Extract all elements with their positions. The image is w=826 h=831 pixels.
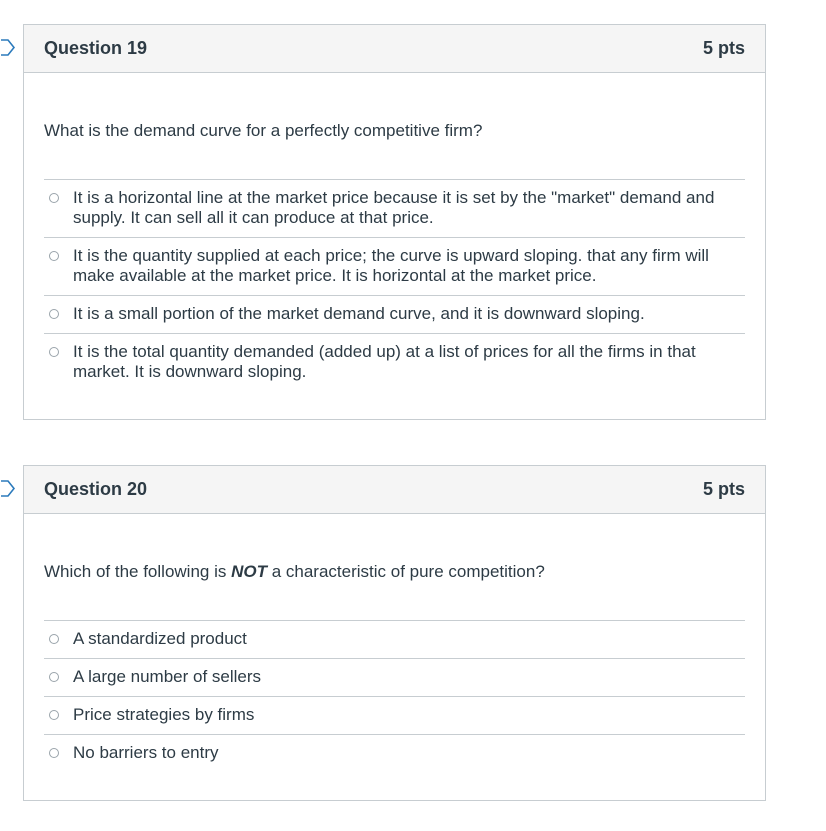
radio-button[interactable] xyxy=(49,710,59,720)
answer-option[interactable] xyxy=(44,621,745,659)
answer-label: It is a small portion of the market demand curve, and it is downward sloping. xyxy=(73,304,645,323)
radio-button[interactable] xyxy=(49,634,59,644)
question-20 xyxy=(23,465,766,801)
answer-option[interactable] xyxy=(44,296,745,334)
question-body xyxy=(24,561,765,772)
radio-button[interactable] xyxy=(49,347,59,357)
answer-label: It is the total quantity demanded (added up) at a list of prices for all the firms in that market. It is downward sloping. xyxy=(73,342,696,381)
question-text: What is the demand curve for a perfectly competitive firm? xyxy=(44,121,483,140)
question-points: 5 pts xyxy=(702,479,745,499)
radio-button[interactable] xyxy=(49,672,59,682)
question-text-after: a characteristic of pure competition? xyxy=(266,562,545,581)
question-text-emphasis: NOT xyxy=(231,562,267,581)
question-body xyxy=(24,120,765,391)
radio-button[interactable] xyxy=(49,748,59,758)
answer-option[interactable] xyxy=(44,180,745,238)
answer-label: A standardized product xyxy=(73,629,247,648)
question-title: Question 19 xyxy=(44,38,148,58)
bookmark-flag-icon[interactable] xyxy=(1,480,15,497)
bookmark-flag-icon[interactable] xyxy=(1,39,15,56)
answer-option[interactable] xyxy=(44,238,745,296)
answer-label: Price strategies by firms xyxy=(73,705,255,724)
answer-option[interactable] xyxy=(44,334,745,391)
answer-list xyxy=(44,179,745,391)
question-header xyxy=(24,25,765,73)
answer-label: It is the quantity supplied at each price; the curve is upward sloping. that any firm will make available at the market price. It is horizontal at the market price. xyxy=(73,246,709,285)
question-text xyxy=(44,561,745,583)
question-points: 5 pts xyxy=(702,38,745,58)
question-header xyxy=(24,466,765,514)
radio-button[interactable] xyxy=(49,309,59,319)
answer-option[interactable] xyxy=(44,697,745,735)
answer-list xyxy=(44,620,745,772)
answer-option[interactable] xyxy=(44,659,745,697)
radio-button[interactable] xyxy=(49,251,59,261)
question-text-before: Which of the following is xyxy=(44,562,232,581)
answer-label: No barriers to entry xyxy=(73,743,219,762)
radio-button[interactable] xyxy=(49,193,59,203)
question-title: Question 20 xyxy=(44,479,148,499)
question-19 xyxy=(23,24,766,420)
answer-option[interactable] xyxy=(44,735,745,772)
answer-label: It is a horizontal line at the market price because it is set by the "market" demand and supply. It can sell all it can produce at that price. xyxy=(73,188,715,227)
answer-label: A large number of sellers xyxy=(73,667,262,686)
